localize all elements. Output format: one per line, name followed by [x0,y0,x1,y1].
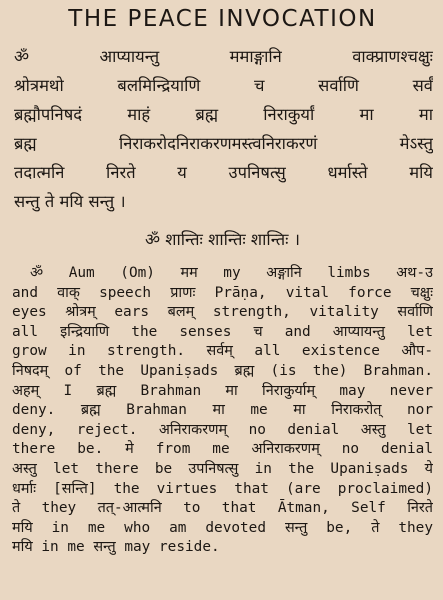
gloss-line: deny. ब्रह्म Brahman मा me मा निराकरोत् nor [12,402,433,419]
gloss-line: deny, reject. अनिराकरणम् no denial अस्तु let [12,421,433,438]
gloss-line: मयि in me who am devoted सन्तु be, ते they [12,519,433,536]
page-title: THE PEACE INVOCATION [68,6,377,32]
verse-line: श्रोत्रमथो बलमिन्द्रियाणि च सर्वाणि सर्वं [14,76,433,95]
verse-line: ॐ आप्यायन्तु ममाङ्गानि वाक्प्राणश्चक्षुः [14,47,433,66]
gloss-line: ॐ Aum (Om) मम my अङ्गानि limbs अथ-उ [30,265,433,281]
gloss-line: अस्तु let there be उपनिषत्सु in the Upaniṣads ये [12,460,433,477]
gloss-line: निषदम् of the Upaniṣads ब्रह्म (is the) Brahman. [12,362,433,379]
gloss-line: all इन्द्रियाणि the senses च and आप्यायन्तु let [12,323,433,340]
verse-line: ब्रह्म निराकरोदनिराकरणमस्त्वनिराकरणं मेऽस्तु [14,134,433,153]
gloss-line: eyes श्रोत्रम् ears बलम् strength, vitality सर्वाणि [12,304,433,321]
gloss-line: and वाक् speech प्राणः Prāṇa, vital force चक्षुः [12,284,433,301]
gloss-line: there be. मे from me अनिराकरणम् no denial [12,441,433,458]
gloss-line: मयि in me सन्तु may reside. [12,539,220,556]
verse-line: तदात्मनि निरते य उपनिषत्सु धर्मास्ते मयि [14,163,433,182]
gloss-line: धर्माः [सन्ति] the virtues that (are proclaimed) [12,480,433,497]
verse-line: ब्रह्मौपनिषदं माहं ब्रह्म निराकुर्यां मा मा [14,105,433,124]
verse-line: सन्तु ते मयि सन्तु । [14,192,126,211]
gloss-line: grow in strength. सर्वम् all existence औप- [12,343,433,360]
gloss-line: ते they तत्-आत्मनि to that Ātman, Self निरते [12,500,433,517]
word-by-word-gloss [12,264,433,558]
gloss-line: अहम् I ब्रह्म Brahman मा निराकुर्याम् may never [12,382,433,399]
sanskrit-verse [12,42,433,216]
shanti-line: ॐ शान्तिः शान्तिः शान्तिः । [144,230,301,249]
